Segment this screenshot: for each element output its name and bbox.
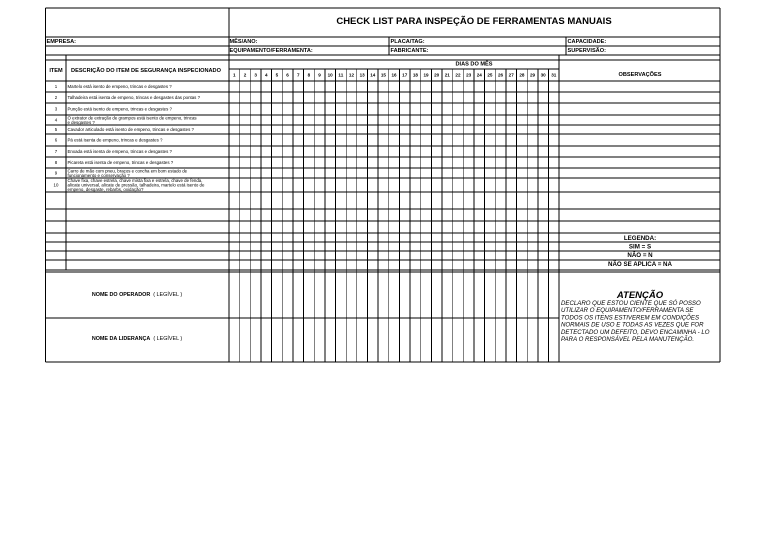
form-title: CHECK LIST PARA INSPEÇÃO DE FERRAMENTAS MANUAIS [336,16,612,27]
item-column-header: ITEM [49,68,63,74]
item-number: 5 [54,127,58,133]
day-number: 20 [434,72,440,78]
attention-declaration [561,300,710,343]
item-description: empeno, desgaste, rebarbs, oxidação? [67,187,144,193]
day-number: 11 [338,72,344,78]
day-number: 31 [551,72,557,78]
item-description: Chave fixa, chave estrela, chave mista fixa e estrela, chave de fenda, [67,178,203,183]
day-number: 30 [540,72,546,78]
capacidade-label: CAPACIDADE: [567,39,607,45]
attention-line: NORMAIS DE USO E TODAS AS VEZES QUE FOR [561,321,704,329]
item-description: funcionamento e conservação ? [67,172,130,178]
item-number: 9 [54,170,58,176]
equipamento-label: EQUIPAMENTO/FERRAMENTA: [229,48,313,54]
item-description: O extrator de extração de grampos está isento de empeno, trincas [67,115,197,121]
day-number: 29 [529,72,536,78]
day-number: 21 [444,72,450,78]
description-column-header: DESCRIÇÃO DO ITEM DE SEGURANÇA INSPECIONADO [71,68,221,74]
item-description: alicate universal, alicate de pressão, talhadeira, martelo está isento de [67,182,205,188]
attention-title: ATENÇÃO [616,290,664,301]
operator-name-label [92,291,182,298]
leadership-legible-note: ( LEGÍVEL ) [153,336,183,342]
item-number: 1 [54,84,58,90]
leadership-name-label [92,335,183,342]
inspection-items [54,84,205,192]
day-number: 4 [264,72,268,78]
observations-header: OBSERVAÇÕES [618,72,662,78]
day-number: 10 [327,72,333,78]
attention-line: PARA O RESPONSÁVEL PELA MANUTENÇÃO. [561,336,695,343]
empresa-label: EMPRESA: [46,39,77,45]
item-number: 8 [54,160,58,166]
day-number: 22 [455,72,461,78]
mes-ano-label: MÊS/ANO: [229,39,258,45]
day-number: 13 [359,72,365,78]
placa-tag-label: PLACA/TAG: [390,39,425,45]
operator-legible-note: ( LEGÍVEL ) [153,292,183,298]
item-description: Martelo está isento de empeno, trincas e desgastes ? [67,84,172,90]
legend-nao-se-aplica: NÃO SE APLICA = NA [607,261,673,268]
attention-line: UTILIZAR O EQUIPAMENTO/FERRAMENTA SE [561,307,694,315]
day-number: 16 [391,72,397,78]
day-number: 23 [466,72,472,78]
item-description: Carro de mão com pneu, braços e concha em bom estado de [67,168,188,174]
day-number: 18 [412,72,418,78]
day-number: 25 [487,72,493,78]
legend-title: LEGENDA: [623,235,657,242]
item-number: 7 [54,149,58,155]
day-number: 19 [423,72,429,78]
item-description: Punção está isento de empeno, trincas e desgastes ? [67,106,172,112]
day-number: 14 [370,72,376,78]
day-number: 7 [296,72,300,78]
item-number: 3 [54,106,58,112]
day-number: 17 [402,72,408,78]
leadership-label-text: NOME DA LIDERANÇA [91,336,151,342]
day-number: 26 [498,72,504,78]
day-number: 12 [348,72,355,78]
item-description: Cavador articulado está isento de empeno, trincas e desgastes ? [67,127,194,133]
day-number: 6 [286,72,289,78]
day-number: 27 [508,72,514,78]
day-number: 3 [254,72,257,78]
attention-line: DECLARO QUE ESTOU CIENTE QUE SÓ POSSO [561,300,701,307]
operator-label-text: NOME DO OPERADOR [91,292,151,298]
legend-sim: SIM = S [628,243,652,251]
item-number: 10 [53,182,59,188]
day-number: 24 [476,72,482,78]
day-number: 1 [233,72,236,78]
item-number: 2 [54,95,58,101]
item-number: 6 [54,137,58,143]
item-description: Pá está isenta de empeno, trincas e desgastes ? [67,137,163,143]
fabricante-label: FABRICANTE: [390,48,429,54]
item-description: Enxada está isenta de empeno, trincas e desgastes ? [67,149,172,155]
attention-line: TODOS OS ITENS ESTIVEREM EM CONDIÇÕES [561,314,700,322]
day-number: 28 [519,72,525,78]
day-number: 9 [318,72,321,78]
attention-line: DETECTADO UM DEFEITO, DEVO ENCAMINHA - LO [561,328,710,336]
day-number: 15 [380,72,386,78]
day-number: 8 [307,72,311,78]
item-description: Talhadeira está isenta de empeno, trincas e desgastes das pontas ? [67,95,201,101]
item-description: Picareta está isenta de empeno, trincas e desgastes ? [67,160,174,166]
day-number: 5 [275,72,279,78]
item-number: 4 [54,117,58,123]
day-number-headers [233,73,557,78]
days-of-month-header: DIAS DO MÊS [455,61,493,68]
legend-nao: NÃO = N [627,252,653,259]
item-description: e desgastes ? [67,119,95,125]
day-number: 2 [243,72,247,78]
supervisao-label: SUPERVISÃO: [567,48,606,54]
